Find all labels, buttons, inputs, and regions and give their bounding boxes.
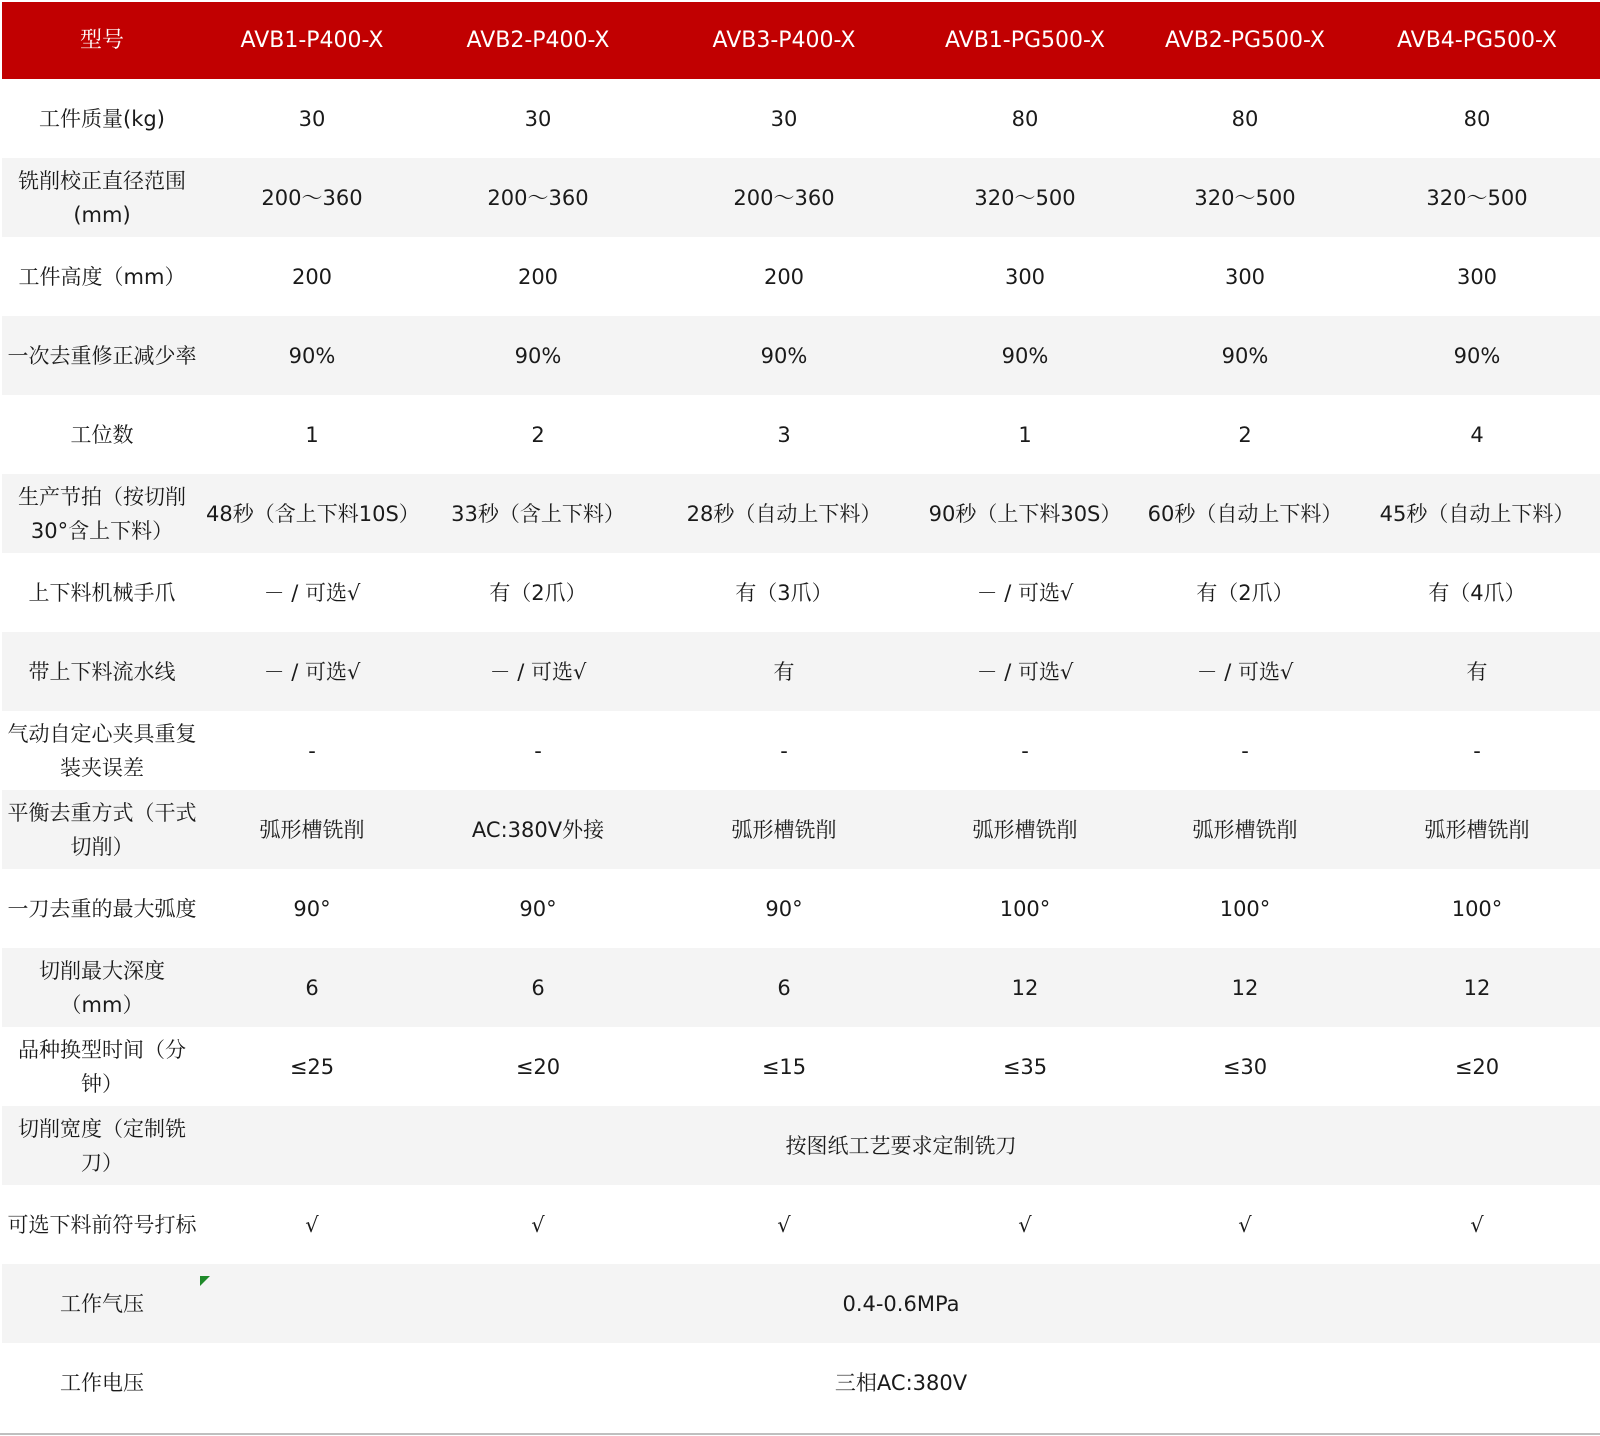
table-cell: 弧形槽铣削 (654, 790, 914, 869)
table-cell: 90秒（上下料30S） (914, 474, 1136, 553)
merged-cell: 0.4-0.6MPa (202, 1264, 1600, 1343)
table-cell: 90% (1136, 316, 1354, 395)
table-cell: － / 可选√ (914, 632, 1136, 711)
table-row (2, 474, 1600, 553)
table-cell: 100° (1136, 869, 1354, 948)
table-cell: 300 (1136, 237, 1354, 316)
table-cell: ≤20 (422, 1027, 654, 1106)
table-cell: 有（4爪） (1354, 553, 1600, 632)
table-cell: 200 (654, 237, 914, 316)
table-row (2, 158, 1600, 237)
table-row (2, 553, 1600, 632)
row-label: 生产节拍（按切削30°含上下料） (2, 474, 202, 553)
table-cell: 6 (202, 948, 422, 1027)
table-row (2, 1106, 1600, 1185)
table-cell: 3 (654, 395, 914, 474)
row-label: 工件高度（mm） (2, 237, 202, 316)
table-cell: 2 (1136, 395, 1354, 474)
model-header: AVB1-PG500-X (914, 2, 1136, 79)
row-label: 工作电压 (2, 1343, 202, 1422)
table-cell: - (914, 711, 1136, 790)
table-cell: 弧形槽铣削 (1354, 790, 1600, 869)
table-cell: - (1136, 711, 1354, 790)
table-row (2, 1343, 1600, 1422)
table-cell: 30 (422, 79, 654, 158)
table-cell: 100° (1354, 869, 1600, 948)
table-cell: － / 可选√ (1136, 632, 1354, 711)
table-cell: 12 (1136, 948, 1354, 1027)
row-label: 切削最大深度（mm） (2, 948, 202, 1027)
table-cell: 有 (654, 632, 914, 711)
table-cell: 有（2爪） (422, 553, 654, 632)
row-label: 带上下料流水线 (2, 632, 202, 711)
table-cell: 60秒（自动上下料） (1136, 474, 1354, 553)
table-cell: 320～500 (914, 158, 1136, 237)
row-label: 工作气压 (2, 1264, 202, 1343)
row-label: 一次去重修正减少率 (2, 316, 202, 395)
table-cell: - (1354, 711, 1600, 790)
table-cell: √ (914, 1185, 1136, 1264)
table-cell: 30 (654, 79, 914, 158)
table-cell: 200 (422, 237, 654, 316)
table-row (2, 237, 1600, 316)
row-label: 上下料机械手爪 (2, 553, 202, 632)
table-row (2, 869, 1600, 948)
table-cell: 90% (422, 316, 654, 395)
model-header: AVB4-PG500-X (1354, 2, 1600, 79)
model-header: AVB3-P400-X (654, 2, 914, 79)
table-cell: 1 (202, 395, 422, 474)
table-cell: 90° (202, 869, 422, 948)
table-cell: － / 可选√ (422, 632, 654, 711)
table-cell: 80 (1354, 79, 1600, 158)
model-header: AVB2-P400-X (422, 2, 654, 79)
header-label: 型号 (2, 2, 202, 79)
table-cell: 90% (654, 316, 914, 395)
table-row (2, 711, 1600, 790)
table-cell: 90% (202, 316, 422, 395)
table-cell: - (202, 711, 422, 790)
table-cell: 有（2爪） (1136, 553, 1354, 632)
table-cell: 1 (914, 395, 1136, 474)
header-row (2, 2, 1600, 79)
table-cell: √ (202, 1185, 422, 1264)
table-cell: 6 (654, 948, 914, 1027)
table-cell: ≤15 (654, 1027, 914, 1106)
table-cell: 200～360 (654, 158, 914, 237)
table-cell: √ (1136, 1185, 1354, 1264)
table-cell: 弧形槽铣削 (1136, 790, 1354, 869)
table-row (2, 316, 1600, 395)
table-cell: 90° (422, 869, 654, 948)
table-cell: 100° (914, 869, 1136, 948)
table-cell: 4 (1354, 395, 1600, 474)
table-cell: 300 (914, 237, 1136, 316)
table-row (2, 1185, 1600, 1264)
table-cell: 200～360 (202, 158, 422, 237)
table-row (2, 395, 1600, 474)
table-cell: 6 (422, 948, 654, 1027)
table-cell: － / 可选√ (914, 553, 1136, 632)
table-cell: 45秒（自动上下料） (1354, 474, 1600, 553)
table-row (2, 79, 1600, 158)
table-row (2, 948, 1600, 1027)
row-label: 切削宽度（定制铣刀） (2, 1106, 202, 1185)
table-cell: 80 (1136, 79, 1354, 158)
table-cell: ≤30 (1136, 1027, 1354, 1106)
table-cell: 90% (1354, 316, 1600, 395)
table-cell: 320～500 (1354, 158, 1600, 237)
table-cell: 12 (914, 948, 1136, 1027)
table-cell: － / 可选√ (202, 553, 422, 632)
table-cell: 33秒（含上下料） (422, 474, 654, 553)
cell-comment-marker (200, 1276, 210, 1286)
table-cell: ≤35 (914, 1027, 1136, 1106)
table-cell: 200～360 (422, 158, 654, 237)
table-cell: － / 可选√ (202, 632, 422, 711)
table-row (2, 1027, 1600, 1106)
spec-table (2, 2, 1600, 1422)
table-cell: 30 (202, 79, 422, 158)
row-label: 平衡去重方式（干式切削） (2, 790, 202, 869)
model-header: AVB2-PG500-X (1136, 2, 1354, 79)
table-cell: 48秒（含上下料10S） (202, 474, 422, 553)
table-cell: 弧形槽铣削 (914, 790, 1136, 869)
table-cell: - (422, 711, 654, 790)
merged-cell: 按图纸工艺要求定制铣刀 (202, 1106, 1600, 1185)
table-bottom-border (0, 1433, 1600, 1435)
table-cell: 80 (914, 79, 1136, 158)
model-header: AVB1-P400-X (202, 2, 422, 79)
table-cell: AC:380V外接 (422, 790, 654, 869)
table-cell: 弧形槽铣削 (202, 790, 422, 869)
table-cell: 有（3爪） (654, 553, 914, 632)
table-cell: 有 (1354, 632, 1600, 711)
table-cell: 2 (422, 395, 654, 474)
table-cell: 300 (1354, 237, 1600, 316)
merged-cell: 三相AC:380V (202, 1343, 1600, 1422)
table-cell: √ (654, 1185, 914, 1264)
table-row (2, 1264, 1600, 1343)
table-cell: √ (422, 1185, 654, 1264)
table-cell: 12 (1354, 948, 1600, 1027)
row-label: 一刀去重的最大弧度 (2, 869, 202, 948)
row-label: 铣削校正直径范围(mm) (2, 158, 202, 237)
row-label: 气动自定心夹具重复装夹误差 (2, 711, 202, 790)
table-cell: √ (1354, 1185, 1600, 1264)
table-cell: 90% (914, 316, 1136, 395)
table-row (2, 632, 1600, 711)
spec-body (2, 79, 1600, 1422)
table-cell: 28秒（自动上下料） (654, 474, 914, 553)
table-cell: ≤25 (202, 1027, 422, 1106)
row-label: 工位数 (2, 395, 202, 474)
row-label: 品种换型时间（分钟） (2, 1027, 202, 1106)
table-cell: 200 (202, 237, 422, 316)
row-label: 可选下料前符号打标 (2, 1185, 202, 1264)
table-cell: 90° (654, 869, 914, 948)
table-row (2, 790, 1600, 869)
row-label: 工件质量(kg) (2, 79, 202, 158)
table-cell: 320～500 (1136, 158, 1354, 237)
table-cell: - (654, 711, 914, 790)
table-cell: ≤20 (1354, 1027, 1600, 1106)
